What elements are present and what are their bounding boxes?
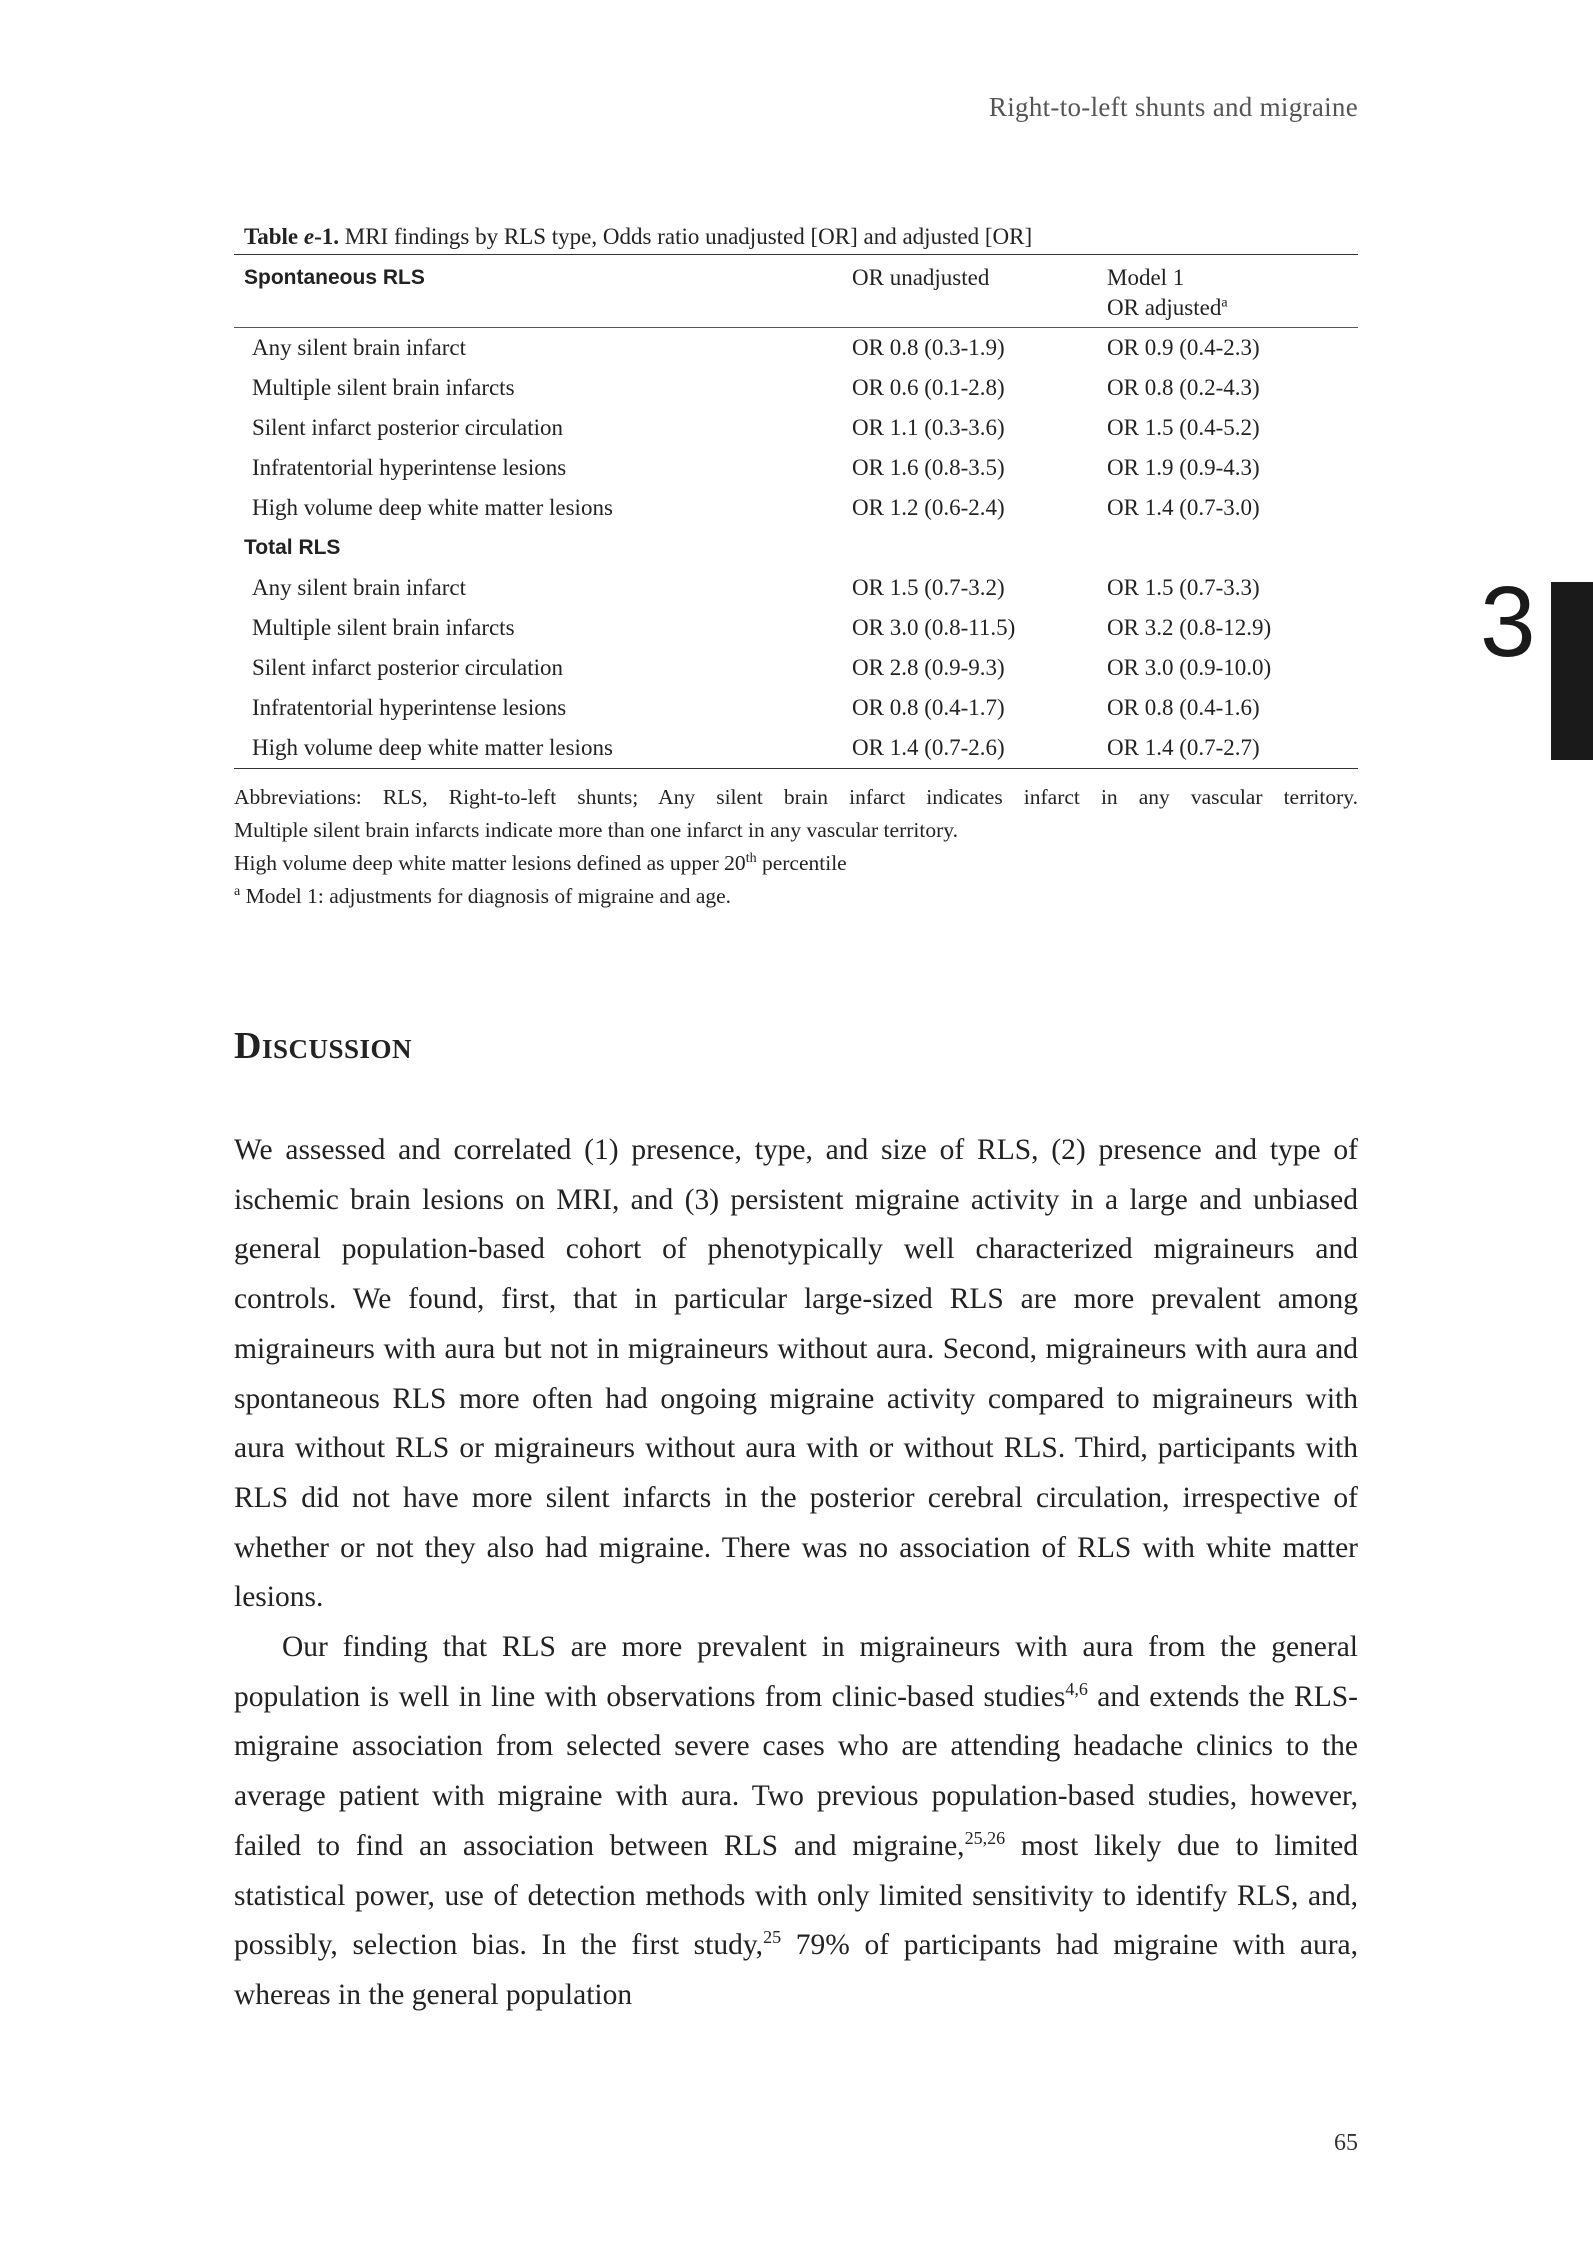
note-model-1 — [234, 880, 1358, 913]
caption-text: MRI findings by RLS type, Odds ratio unadjusted [OR] and adjusted [OR] — [339, 224, 1033, 249]
group-label-total-rls: Total RLS — [244, 536, 341, 559]
table-row — [234, 648, 1358, 688]
row-label: High volume deep white matter lesions — [252, 495, 613, 520]
table-row — [234, 488, 1358, 528]
table-row — [234, 408, 1358, 448]
table-row — [234, 368, 1358, 408]
body-text — [234, 1126, 1358, 2021]
note-high-volume-sup: th — [745, 850, 757, 866]
row-label: Silent infarct posterior circulation — [252, 415, 564, 440]
paragraph-2-part-b: and extends the RLS-migraine association from selected severe cases who are attending headache clinics to the average patient with migraine with aura. Two previous population-based studies, however, failed to find an association between RLS and migraine, — [234, 1680, 1358, 1862]
running-header: Right-to-left shunts and migraine — [988, 92, 1358, 122]
cell-or-unadjusted: OR 1.1 (0.3-3.6) — [852, 415, 1005, 440]
citation-sup: 4,6 — [1065, 1678, 1088, 1699]
header-or-adjusted: OR adjusted — [1107, 295, 1222, 320]
table-notes — [234, 781, 1358, 913]
cell-or-unadjusted: OR 0.8 (0.4-1.7) — [852, 695, 1005, 720]
row-label: Any silent brain infarct — [252, 335, 466, 360]
header-or-unadjusted: OR unadjusted — [852, 265, 990, 290]
paragraph-1: We assessed and correlated (1) presence, type, and size of RLS, (2) presence and type of ischemic brain lesions on MRI, and (3) persistent migraine activity in a large and unbiased general population-based cohort of phenotypically well characterized migraineurs and controls. We found, first, that in particular large-sized RLS are more prevalent among migraineurs with aura but not in migraineurs without aura. Second, migraineurs with aura and spontaneous RLS more often had ongoing migraine activity compared to migraineurs with aura without RLS or migraineurs without aura with or without RLS. Third, participants with RLS did not have more silent infarcts in the posterior cerebral circulation, irrespective of whether or not they also had migraine. There was no association of RLS with white matter lesions. — [234, 1134, 1358, 1614]
paragraph-2-part-c: most likely due to limited statistical power, use of detection methods with only limited sensitivity to identify RLS, and, possibly, selection bias. In the first study, — [234, 1829, 1358, 1962]
empty-cell — [1107, 528, 1358, 568]
table-group-row — [234, 528, 1358, 568]
table-row — [234, 568, 1358, 608]
results-table — [234, 254, 1358, 769]
chapter-tab — [1551, 582, 1593, 760]
note-high-volume-post: percentile — [756, 851, 847, 875]
table-row — [234, 728, 1358, 769]
header-model-1 — [1107, 255, 1358, 328]
row-label: Any silent brain infarct — [252, 575, 466, 600]
citation-sup: 25 — [763, 1927, 782, 1948]
cell-or-unadjusted: OR 1.5 (0.7-3.2) — [852, 575, 1005, 600]
cell-or-adjusted: OR 0.8 (0.2-4.3) — [1107, 375, 1260, 400]
table-block — [234, 224, 1358, 913]
note-high-volume — [234, 847, 1358, 880]
cell-or-adjusted: OR 3.2 (0.8-12.9) — [1107, 615, 1272, 640]
cell-or-unadjusted: OR 1.4 (0.7-2.6) — [852, 735, 1005, 760]
cell-or-adjusted: OR 0.9 (0.4-2.3) — [1107, 335, 1260, 360]
cell-or-adjusted: OR 0.8 (0.4-1.6) — [1107, 695, 1260, 720]
page-number: 65 — [1334, 2130, 1358, 2156]
note-high-volume-text: High volume deep white matter lesions defined as upper 20 — [234, 851, 746, 875]
row-label: Multiple silent brain infarcts — [252, 375, 515, 400]
table-caption — [244, 224, 1358, 250]
row-label: Infratentorial hyperintense lesions — [252, 695, 567, 720]
cell-or-adjusted: OR 1.4 (0.7-2.7) — [1107, 735, 1260, 760]
row-label: Infratentorial hyperintense lesions — [252, 455, 567, 480]
table-row — [234, 448, 1358, 488]
caption-label: Table — [244, 224, 299, 249]
caption-num: -1. — [314, 224, 340, 249]
caption-e: e — [303, 224, 315, 249]
section-title: Discussion — [234, 1025, 413, 1067]
row-label: Multiple silent brain infarcts — [252, 615, 515, 640]
header-model-label: Model 1 — [1107, 265, 1185, 290]
cell-or-adjusted: OR 1.4 (0.7-3.0) — [1107, 495, 1260, 520]
paragraph-2 — [234, 1623, 1358, 2021]
citation-sup: 25,26 — [964, 1828, 1006, 1849]
cell-or-adjusted: OR 3.0 (0.9-10.0) — [1107, 655, 1272, 680]
table-header-row — [234, 255, 1358, 328]
header-adjusted-sup: a — [1221, 295, 1228, 311]
row-label: Silent infarct posterior circulation — [252, 655, 564, 680]
chapter-number: 3 — [1480, 566, 1536, 678]
cell-or-unadjusted: OR 0.8 (0.3-1.9) — [852, 335, 1005, 360]
paragraph-2-part-d: 79% of participants had migraine with aura, whereas in the general population — [234, 1929, 1358, 2011]
cell-or-unadjusted: OR 1.6 (0.8-3.5) — [852, 455, 1005, 480]
note-multiple-infarcts: Multiple silent brain infarcts indicate more than one infarct in any vascular territory. — [234, 818, 958, 842]
note-abbreviations: Abbreviations: RLS, Right-to-left shunts; Any silent brain infarct indicates infarct in any vascular territory. — [234, 785, 1358, 809]
row-label: High volume deep white matter lesions — [252, 735, 613, 760]
cell-or-unadjusted: OR 1.2 (0.6-2.4) — [852, 495, 1005, 520]
note-model-sup: a — [234, 883, 241, 899]
cell-or-unadjusted: OR 0.6 (0.1-2.8) — [852, 375, 1005, 400]
header-spontaneous-rls: Spontaneous RLS — [244, 266, 425, 289]
table-row — [234, 688, 1358, 728]
empty-cell — [852, 528, 1107, 568]
cell-or-unadjusted: OR 3.0 (0.8-11.5) — [852, 615, 1016, 640]
table-row — [234, 328, 1358, 369]
note-model-text: Model 1: adjustments for diagnosis of migraine and age. — [240, 884, 732, 908]
table-row — [234, 608, 1358, 648]
cell-or-adjusted: OR 1.5 (0.7-3.3) — [1107, 575, 1260, 600]
cell-or-adjusted: OR 1.5 (0.4-5.2) — [1107, 415, 1260, 440]
cell-or-unadjusted: OR 2.8 (0.9-9.3) — [852, 655, 1005, 680]
paragraph-2-part-a: Our finding that RLS are more prevalent in migraineurs with aura from the general population is well in line with observations from clinic-based studies — [234, 1631, 1358, 1713]
cell-or-adjusted: OR 1.9 (0.9-4.3) — [1107, 455, 1260, 480]
